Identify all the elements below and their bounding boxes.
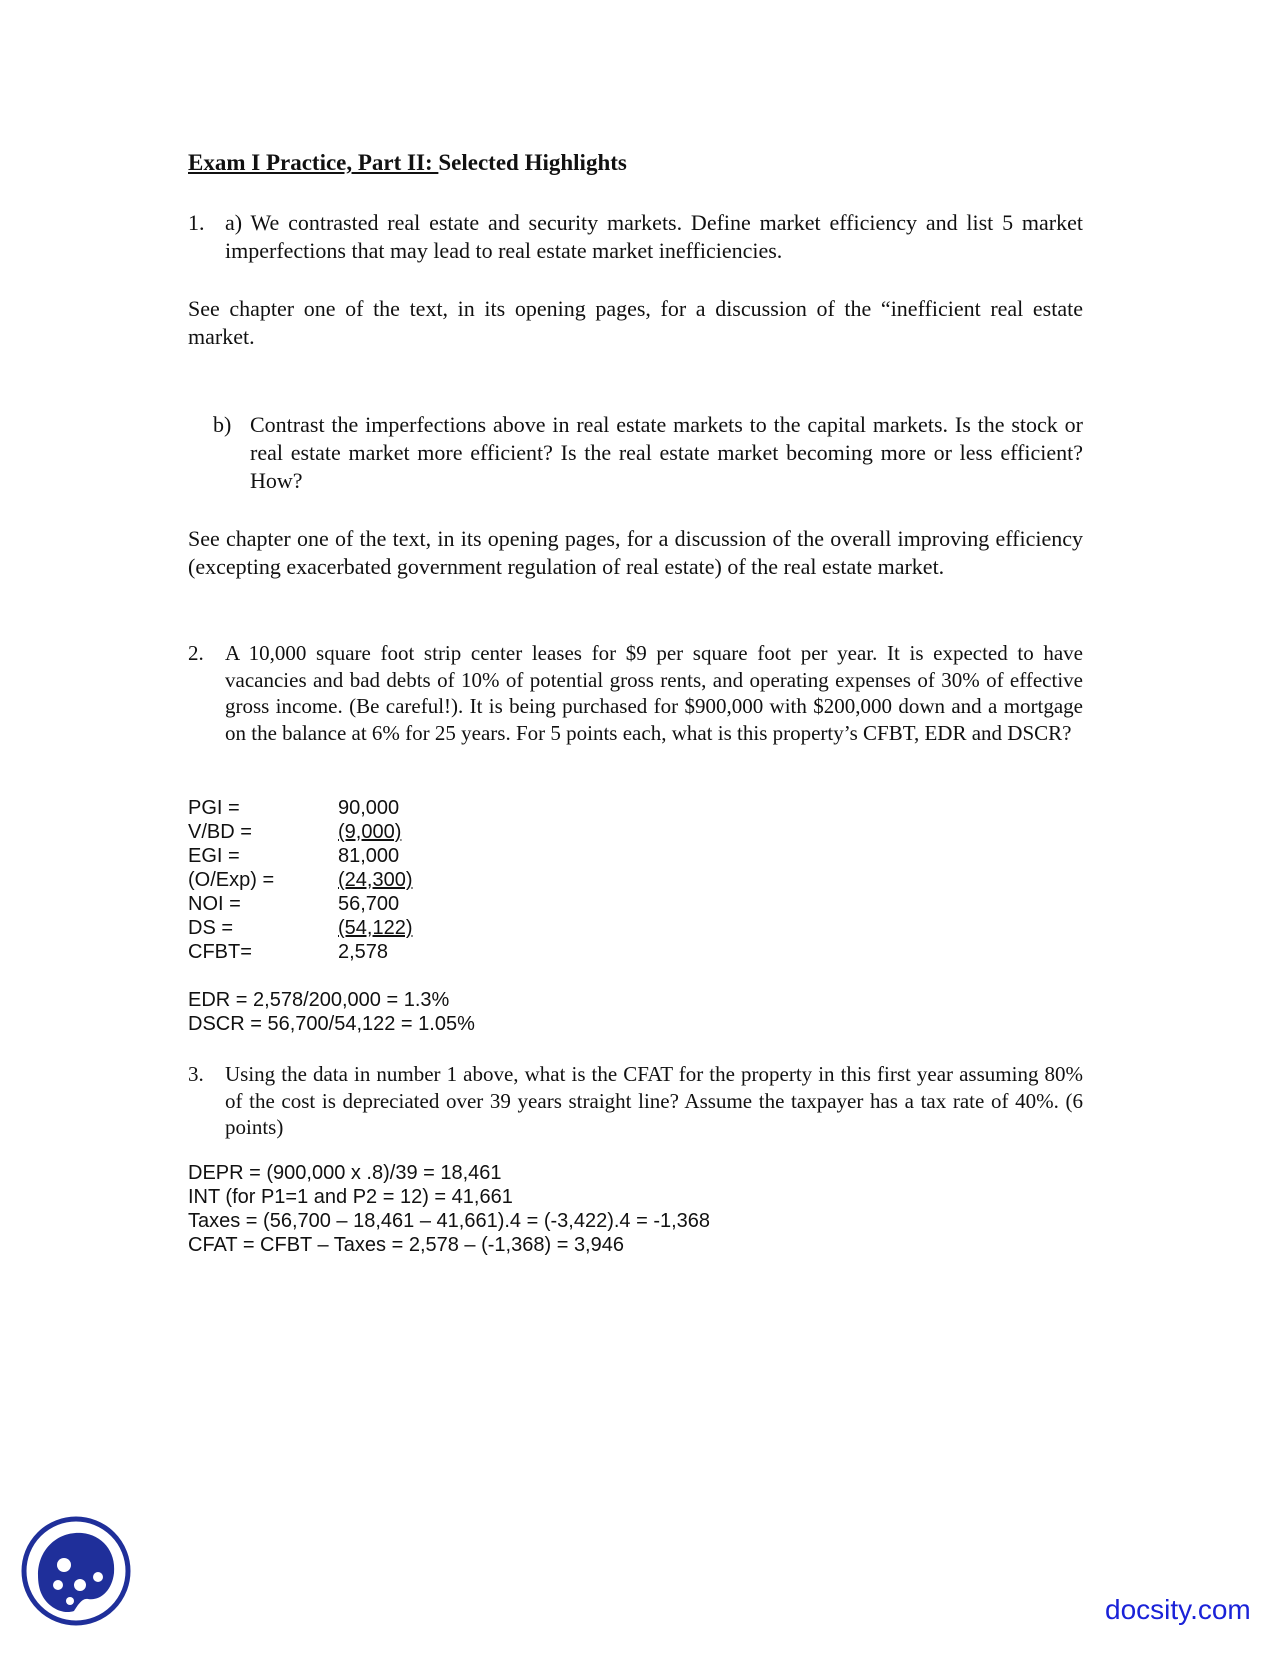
calc-value: 90,000: [338, 797, 400, 819]
question-1a: [188, 209, 1083, 265]
interest-line: INT (for P1=1 and P2 = 12) = 41,661: [188, 1186, 513, 1208]
question-1b-text: Contrast the imperfections above in real estate markets to the capital markets. Is the stock or real estate market more efficient? Is the real estate market becoming more or less efficient? How?: [250, 412, 1083, 493]
calc-label: EGI =: [188, 845, 240, 867]
question-1b-label: b): [213, 412, 232, 437]
title-underlined: Exam I Practice, Part II:: [188, 150, 439, 175]
question-2-text: A 10,000 square foot strip center leases for $9 per square foot per year. It is expected to have vacancies and bad debts of 10% of potential gross rents, and operating expenses of 30% of effective gross income. (Be careful!). It is being purchased for $900,000 with $200,000 down and a mortgage on the balance at 6% for 25 years. For 5 points each, what is this property’s CFBT, EDR and DSCR?: [225, 641, 1083, 745]
calc-value: 56,700: [338, 893, 400, 915]
calc-label: DS =: [188, 917, 234, 939]
page-title: [188, 150, 627, 176]
answer-1a: See chapter one of the text, in its opening pages, for a discussion of the “inefficient real estate market.: [188, 296, 1083, 349]
question-1-number: 1.: [188, 210, 205, 235]
calc-label: PGI =: [188, 797, 240, 819]
calc-label: CFBT=: [188, 941, 252, 963]
question-3: [188, 1061, 1083, 1141]
calc-label: NOI =: [188, 893, 241, 915]
edr-line: EDR = 2,578/200,000 = 1.3%: [188, 989, 450, 1011]
calc-label: (O/Exp) =: [188, 869, 275, 891]
title-rest: Selected Highlights: [438, 150, 627, 175]
docsity-brand-link[interactable]: docsity.com: [1105, 1594, 1251, 1625]
answer-1b: See chapter one of the text, in its opening pages, for a discussion of the overall improving efficiency (excepting exacerbated government regulation of real estate) of the real estate market.: [188, 526, 1083, 579]
question-3-text: Using the data in number 1 above, what is the CFAT for the property in this first year assuming 80% of the cost is depreciated over 39 years straight line? Assume the taxpayer has a tax rate of 40%. (6 points): [225, 1062, 1083, 1139]
question-1b: [213, 411, 1083, 495]
docsity-logo-icon: [20, 1515, 132, 1627]
taxes-line: Taxes = (56,700 – 18,461 – 41,661).4 = (-3,422).4 = -1,368: [188, 1210, 711, 1232]
question-2: [188, 640, 1083, 774]
calc-value: (9,000): [338, 821, 402, 843]
question-2-number: 2.: [188, 641, 204, 665]
cfat-line: CFAT = CFBT – Taxes = 2,578 – (-1,368) = 3,946: [188, 1234, 624, 1256]
dscr-line: DSCR = 56,700/54,122 = 1.05%: [188, 1013, 475, 1035]
depr-line: DEPR = (900,000 x .8)/39 = 18,461: [188, 1162, 502, 1184]
calc-label: V/BD =: [188, 821, 252, 843]
calc-value: 2,578: [338, 941, 389, 963]
calc-value: (54,122): [338, 917, 413, 939]
calc-value: (24,300): [338, 869, 413, 891]
question-3-number: 3.: [188, 1062, 204, 1086]
calc-value: 81,000: [338, 845, 400, 867]
question-1a-text: a) We contrasted real estate and security markets. Define market efficiency and list 5 market imperfections that may lead to real estate market inefficiencies.: [225, 210, 1083, 263]
